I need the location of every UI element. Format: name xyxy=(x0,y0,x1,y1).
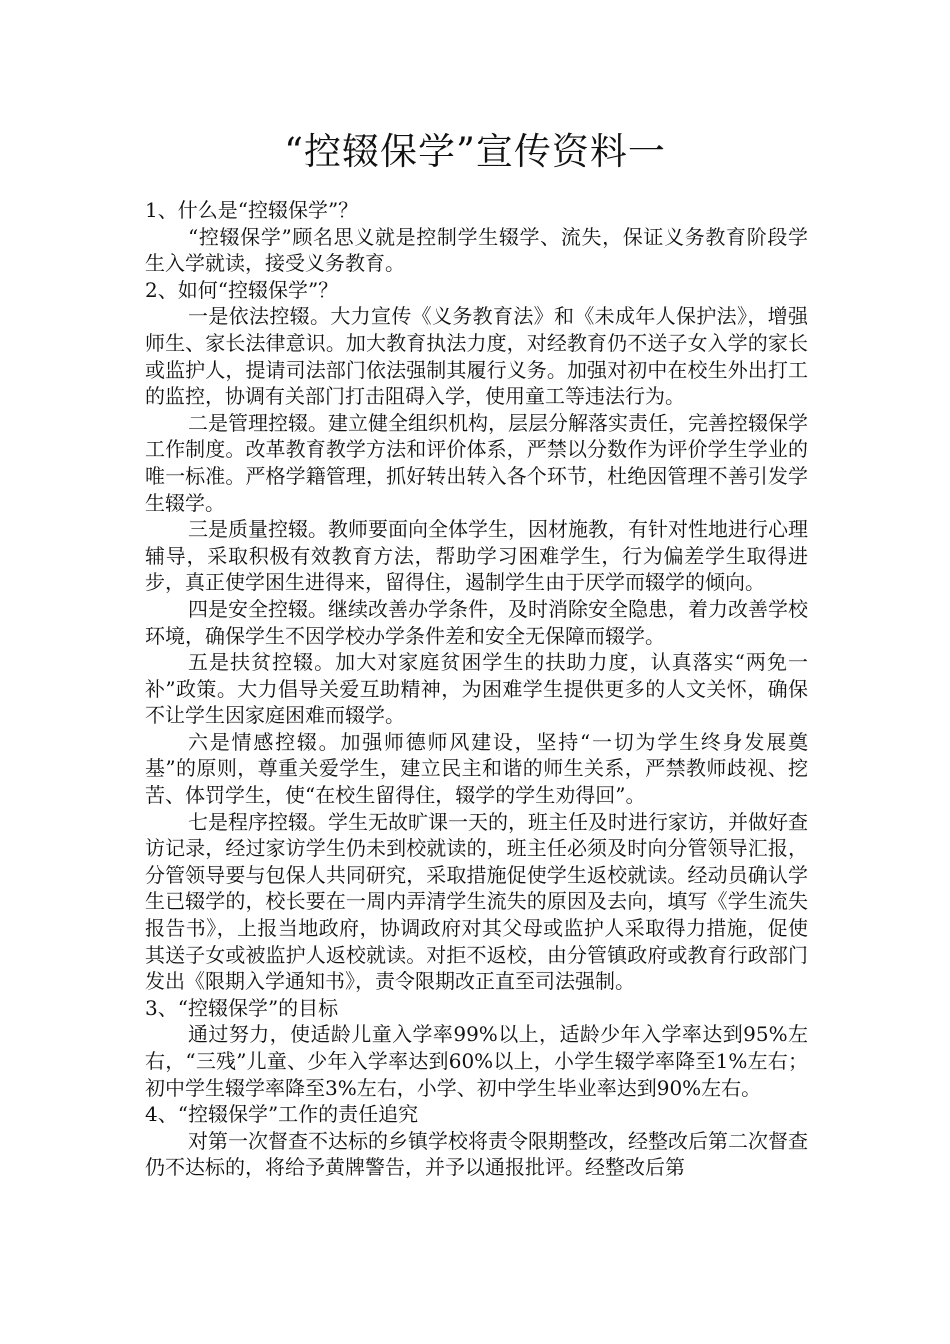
paragraph: 二是管理控辍。建立健全组织机构，层层分解落实责任，完善控辍保学工作制度。改革教育教学方法和评价体系，严禁以分数作为评价学生学业的唯一标准。严格学籍管理，抓好转出转入各个环节，杜绝因管理不善引发学生辍学。 xyxy=(145,410,808,515)
document-body xyxy=(145,197,808,1181)
paragraph: 通过努力，使适龄儿童入学率99%以上，适龄少年入学率达到95%左右，“三残”儿童、少年入学率达到60%以上，小学生辍学率降至1%左右；初中学生辍学率降至3%左右，小学、初中学生毕业率达到90%左右。 xyxy=(145,1022,808,1100)
paragraph: 六是情感控辍。加强师德师风建设，坚持“一切为学生终身发展奠基”的原则，尊重关爱学生，建立民主和谐的师生关系，严禁教师歧视、挖苦、体罚学生，使“在校生留得住，辍学的学生劝得回”。 xyxy=(145,729,808,808)
document-title: “控辍保学”宣传资料一 xyxy=(284,130,666,173)
paragraph: 一是依法控辍。大力宣传《义务教育法》和《未成年人保护法》，增强师生、家长法律意识。加大教育执法力度，对经教育仍不送子女入学的家长或监护人，提请司法部门依法强制其履行义务。加强对初中在校生外出打工的监控，协调有关部门打击阻碍入学，使用童工等违法行为。 xyxy=(145,304,808,409)
paragraph: 七是程序控辍。学生无故旷课一天的，班主任及时进行家访，并做好查访记录，经过家访学生仍未到校就读的，班主任必须及时向分管领导汇报，分管领导要与包保人共同研究，采取措施促使学生返校就读。经动员确认学生已辍学的，校长要在一周内弄清学生流失的原因及去向，填写《学生流失报告书》，上报当地政府，协调政府对其父母或监护人采取得力措施，促使其送子女或被监护人返校就读。对拒不返校，由分管镇政府或教育行政部门发出《限期入学通知书》，责令限期改正直至司法强制。 xyxy=(145,809,808,994)
paragraph: “控辍保学”顾名思义就是控制学生辍学、流失，保证义务教育阶段学生入学就读，接受义务教育。 xyxy=(145,224,808,276)
paragraph: 四是安全控辍。继续改善办学条件，及时消除安全隐患，着力改善学校环境，确保学生不因学校办学条件差和安全无保障而辍学。 xyxy=(145,596,808,648)
section-heading: 4、“控辍保学”工作的责任追究 xyxy=(145,1102,419,1127)
section-heading: 1、什么是“控辍保学”？ xyxy=(145,198,359,222)
paragraph: 对第一次督查不达标的乡镇学校将责令限期整改，经整改后第二次督查仍不达标的，将给予黄牌警告，并予以通报批评。经整改后第 xyxy=(145,1128,808,1180)
section-heading: 2、如何“控辍保学”？ xyxy=(145,277,339,302)
section-heading: 3、“控辍保学”的目标 xyxy=(145,995,339,1020)
paragraph: 五是扶贫控辍。加大对家庭贫困学生的扶助力度，认真落实“两免一补”政策。大力倡导关爱互助精神，为困难学生提供更多的人文关怀，确保不让学生因家庭困难而辍学。 xyxy=(145,650,808,728)
paragraph: 三是质量控辍。教师要面向全体学生，因材施教，有针对性地进行心理辅导，采取积极有效教育方法，帮助学习困难学生，行为偏差学生取得进步，真正使学困生进得来，留得住，遏制学生由于厌学而辍学的倾向。 xyxy=(145,517,808,595)
